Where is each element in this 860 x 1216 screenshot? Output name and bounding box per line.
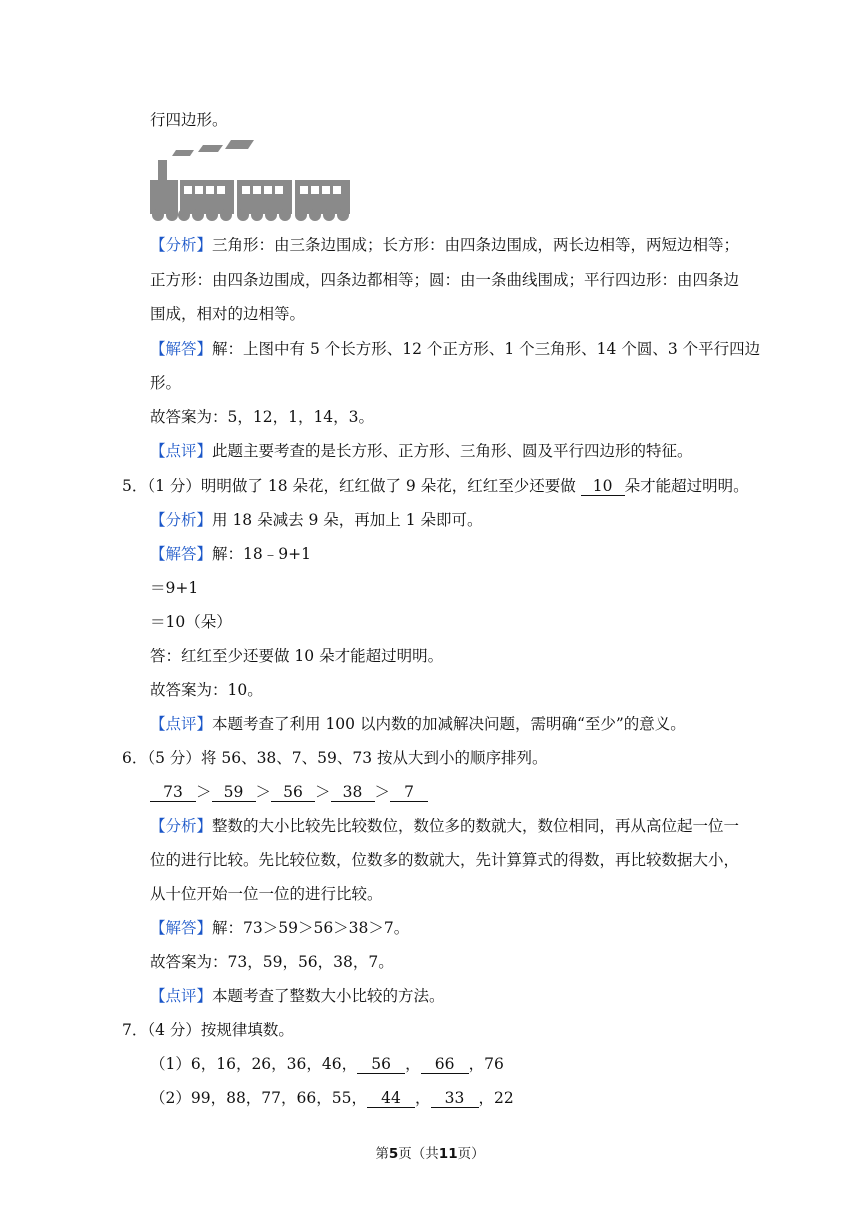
page-number: 5 [388,1146,399,1162]
q7-blank: 56 [357,1055,405,1074]
analysis-tag: 【分析】 [150,817,213,835]
q6-blank: 56 [271,783,315,802]
page-footer: 第5页（共11页） [375,1146,485,1162]
page-total: 11 [438,1146,458,1162]
q4-comment: 【点评】此题主要考查的是长方形、正方形、三角形、圆及平行四边形的特征。 [150,442,693,460]
q4-result: 故答案为：5，12，1，14，3。 [150,408,375,426]
q7-blank: 33 [431,1089,479,1108]
comment-tag: 【点评】 [150,442,213,460]
comment-tag: 【点评】 [150,715,213,733]
answer-tag: 【解答】 [150,340,213,358]
q5-analysis: 【分析】用 18 朵减去 9 朵，再加上 1 朵即可。 [150,511,483,529]
q5-answer-line-2: ＝9+1 [150,579,199,597]
q5-result: 故答案为：10。 [150,681,263,699]
q6-stem: 6．（5 分）将 56、38、7、59、73 按从大到小的顺序排列。 [122,749,548,767]
q4-continuation: 行四边形。 [150,111,228,129]
q6-blank: 73 [150,783,196,802]
q4-answer-line-1: 【解答】解：上图中有 5 个长方形、12 个正方形、1 个三角形、14 个圆、3 个平行四边 [150,340,761,358]
analysis-tag: 【分析】 [150,236,213,254]
q5-reply: 答：红红至少还要做 10 朵才能超过明明。 [150,647,444,665]
q7-blank: 44 [367,1089,415,1108]
answer-tag: 【解答】 [150,545,213,563]
q5-stem: 5．（1 分）明明做了 18 朵花，红红做了 9 朵花，红红至少还要做 10 朵才能超过明明。 [122,477,749,495]
q6-blank: 59 [212,783,256,802]
comment-tag: 【点评】 [150,987,213,1005]
q4-analysis-line-2: 正方形：由四条边围成，四条边都相等；圆：由一条曲线围成；平行四边形：由四条边 [150,271,740,289]
q5-answer-line-3: ＝10（朵） [150,613,232,631]
q6-blank: 38 [331,783,375,802]
q5-answer-line-1: 【解答】解：18﹣9+1 [150,545,311,563]
q5-answer-blank: 10 [581,477,625,496]
q6-ordering: 73 ＞ 59 ＞ 56 ＞ 38 ＞ 7 [150,782,428,802]
q4-answer-line-2: 形。 [150,374,182,392]
q6-analysis-line-1: 【分析】整数的大小比较先比较数位，数位多的数就大，数位相同，再从高位起一位一 [150,817,740,835]
q6-analysis-line-2: 位的进行比较。先比较位数，位数多的数就大，先计算算式的得数，再比较数据大小， [150,851,740,869]
q6-answer: 【解答】解：73＞59＞56＞38＞7。 [150,919,410,937]
train-figure [148,140,354,222]
q7-sub2: （2）99，88，77，66，55， 44 ， 33 ，22 [150,1089,514,1107]
analysis-tag: 【分析】 [150,511,213,529]
answer-tag: 【解答】 [150,919,213,937]
q5-comment: 【点评】本题考查了利用 100 以内数的加减解决问题，需明确“至少”的意义。 [150,715,686,733]
q7-blank: 66 [421,1055,469,1074]
q4-analysis-line-1: 【分析】三角形：由三条边围成；长方形：由四条边围成，两长边相等，两短边相等； [150,236,740,254]
q4-analysis-line-3: 围成，相对的边相等。 [150,305,306,323]
q6-comment: 【点评】本题考查了整数大小比较的方法。 [150,987,445,1005]
q6-blank: 7 [390,783,428,802]
q6-analysis-line-3: 从十位开始一位一位的进行比较。 [150,885,383,903]
q7-sub1: （1）6，16，26，36，46， 56 ， 66 ，76 [150,1055,504,1073]
q6-result: 故答案为：73，59，56，38，7。 [150,953,394,971]
q7-stem: 7．（4 分）按规律填数。 [122,1021,294,1039]
